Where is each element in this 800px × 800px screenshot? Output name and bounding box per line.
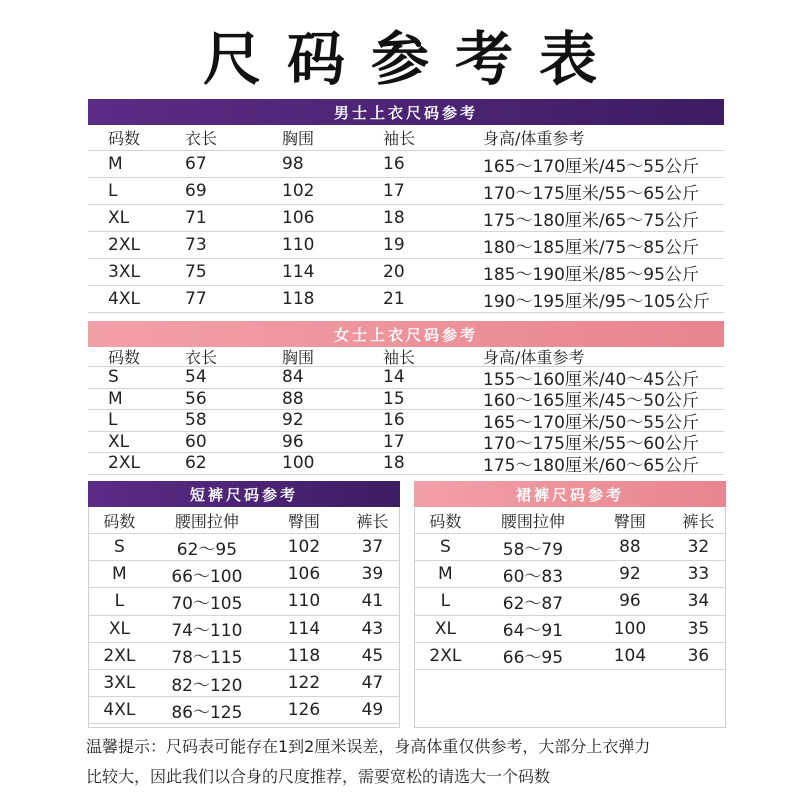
skirts-header-cell: 码数 (429, 512, 462, 531)
shorts-table-cell: 62～95 (176, 539, 238, 560)
men-table-row (88, 205, 724, 232)
women-table-cell: 100 (282, 453, 315, 474)
men-table-cell: 73 (185, 235, 207, 255)
shorts-table-cell: 39 (361, 564, 384, 585)
skirts-table-row (414, 534, 726, 561)
shorts-table-cell: 2XL (103, 645, 136, 666)
men-table-row (88, 259, 724, 286)
shorts-table-cell: 37 (361, 537, 384, 558)
shorts-table-cell: 49 (361, 700, 384, 721)
shorts-header-cell: 腰围拉伸 (174, 512, 239, 531)
men-header-row (88, 125, 724, 151)
page-title: 尺码参考表 (202, 25, 623, 93)
skirts-table-cell: 64～91 (502, 621, 564, 642)
shorts-table-cell: 78～115 (171, 648, 243, 669)
women-table-cell: 60 (185, 431, 207, 452)
women-table-cell: 92 (282, 410, 304, 431)
skirts-table-cell: XL (434, 618, 456, 639)
women-table-cell: 62 (185, 453, 207, 474)
women-table-cell: 165～170厘米/50～55公斤 (483, 412, 699, 433)
shorts-table-cell: 102 (287, 537, 321, 558)
men-table-cell: 3XL (108, 262, 140, 282)
men-table-cell: 110 (282, 235, 315, 255)
women-table-cell: 56 (185, 388, 207, 409)
shorts-table-row (88, 643, 400, 670)
women-banner: 女士上衣尺码参考 (88, 321, 724, 347)
shorts-header-cell: 臀围 (287, 512, 320, 531)
men-table-cell: 69 (185, 181, 207, 201)
men-header-cell: 码数 (108, 129, 141, 148)
shorts-table-cell: 122 (287, 673, 321, 694)
shorts-header-cell: 裤长 (356, 512, 389, 531)
shorts-table-cell: XL (108, 618, 130, 639)
shorts-table-cell: 47 (361, 673, 384, 694)
shorts-table-cell: 118 (287, 645, 321, 666)
shorts-table-cell: 82～120 (171, 675, 243, 696)
shorts-banner: 短裤尺码参考 (88, 481, 400, 507)
men-header-cell: 胸围 (282, 129, 315, 148)
men-table-cell: 20 (383, 262, 405, 282)
shorts-table-cell: 43 (361, 618, 384, 639)
tips-note (86, 732, 726, 792)
shorts-table-cell: 114 (287, 618, 321, 639)
men-table-cell: XL (108, 208, 130, 228)
women-table-cell: 88 (282, 388, 304, 409)
shorts-table-row (88, 616, 400, 643)
shorts-table-cell: S (113, 537, 125, 558)
women-header-cell: 身高/体重参考 (483, 348, 585, 367)
women-table-cell: 18 (383, 453, 405, 474)
skirts-table-cell: 104 (613, 645, 647, 666)
women-header-cell: 码数 (108, 348, 141, 367)
shorts-table-row (88, 561, 400, 588)
skirts-table-cell: 88 (619, 537, 641, 558)
skirts-table-row (414, 561, 726, 588)
skirts-table-cell: 62～87 (502, 593, 564, 614)
women-table-cell: 84 (282, 367, 304, 388)
skirts-table-cell: 32 (687, 537, 710, 558)
skirts-table-cell: L (440, 591, 451, 612)
shorts-table-cell: 126 (287, 700, 321, 721)
men-table-cell: 19 (383, 235, 405, 255)
shorts-table-row (88, 534, 400, 561)
women-header-cell: 袖长 (383, 348, 416, 367)
men-table-cell: 18 (383, 208, 405, 228)
skirts-table-row (414, 588, 726, 615)
shorts-header-row (88, 508, 400, 534)
shorts-table-cell: 45 (361, 645, 384, 666)
skirts-table-cell: 92 (619, 564, 641, 585)
shorts-table-cell: 4XL (103, 700, 136, 721)
skirts-table-cell: 100 (613, 618, 647, 639)
skirts-table-row (414, 616, 726, 643)
shorts-table-cell: 74～110 (171, 621, 243, 642)
men-table-row (88, 232, 724, 259)
women-table-cell: 14 (383, 367, 405, 388)
skirts-table-cell: M (438, 564, 453, 585)
women-table-cell: 2XL (108, 453, 140, 474)
skirts-banner: 裙裤尺码参考 (414, 481, 726, 507)
men-table-cell: 98 (282, 154, 304, 174)
tips-line-2: 比较大，因此我们以合身的尺度推荐，需要宽松的请选大一个码数 (86, 767, 551, 786)
women-table-cell: 54 (185, 367, 207, 388)
women-header-cell: 胸围 (282, 348, 315, 367)
men-table-cell: 180～185厘米/75～85公斤 (483, 237, 699, 258)
shorts-table-cell: 66～100 (171, 566, 243, 587)
women-table-cell: 96 (282, 431, 304, 452)
shorts-table-row (88, 588, 400, 615)
women-table-cell: 16 (383, 410, 405, 431)
tips-line-1: 温馨提示：尺码表可能存在1到2厘米误差，身高体重仅供参考，大部分上衣弹力 (86, 737, 651, 756)
women-table-cell: S (108, 367, 119, 388)
shorts-header-cell: 码数 (103, 512, 136, 531)
men-banner: 男士上衣尺码参考 (88, 99, 724, 125)
men-table-cell: 190～195厘米/95～105公斤 (483, 291, 710, 312)
men-header-cell: 衣长 (185, 129, 218, 148)
skirts-table-cell: 36 (687, 645, 710, 666)
men-table-cell: 4XL (108, 289, 140, 309)
men-table-cell: 118 (282, 289, 315, 309)
men-header-cell: 身高/体重参考 (483, 129, 585, 148)
shorts-table-cell: 3XL (103, 673, 136, 694)
men-table-cell: 77 (185, 289, 207, 309)
skirts-header-cell: 臀围 (613, 512, 646, 531)
women-table-cell: 170～175厘米/55～60公斤 (483, 434, 699, 455)
skirts-table-cell: 60～83 (502, 566, 564, 587)
men-table-cell: M (108, 154, 123, 174)
skirts-table-cell: S (439, 537, 451, 558)
men-table-cell: 16 (383, 154, 405, 174)
men-table-cell: 185～190厘米/85～95公斤 (483, 264, 699, 285)
skirts-table-cell: 34 (687, 591, 710, 612)
women-table-cell: 17 (383, 431, 405, 452)
men-table-cell: 114 (282, 262, 315, 282)
women-table-cell: 160～165厘米/45～50公斤 (483, 391, 699, 412)
women-table-row (88, 453, 724, 475)
shorts-table-row (88, 697, 400, 724)
women-table-cell: M (108, 388, 123, 409)
shorts-table-cell: 41 (361, 591, 384, 612)
shorts-table-cell: L (114, 591, 125, 612)
men-table-cell: 17 (383, 181, 405, 201)
men-header-cell: 袖长 (383, 129, 416, 148)
shorts-table-cell: 110 (287, 591, 321, 612)
skirts-header-row (414, 508, 726, 534)
skirts-table-cell: 35 (687, 618, 710, 639)
men-table-cell: 170～175厘米/55～65公斤 (483, 183, 699, 204)
skirts-table-row (414, 643, 726, 670)
men-table-cell: 2XL (108, 235, 140, 255)
men-table-cell: 67 (185, 154, 207, 174)
women-table-cell: 175～180厘米/60～65公斤 (483, 455, 699, 476)
skirts-table-cell: 33 (687, 564, 710, 585)
skirts-header-cell: 腰围拉伸 (500, 512, 565, 531)
skirts-table-cell: 2XL (429, 645, 462, 666)
shorts-table-row (88, 670, 400, 697)
men-table-cell: 21 (383, 289, 405, 309)
shorts-table-cell: 106 (287, 564, 321, 585)
men-table-row (88, 286, 724, 313)
men-table-cell: 75 (185, 262, 207, 282)
skirts-table-cell: 58～79 (502, 539, 564, 560)
men-table-cell: 175～180厘米/65～75公斤 (483, 210, 699, 231)
men-table-row (88, 151, 724, 178)
women-table-cell: 155～160厘米/40～45公斤 (483, 369, 699, 390)
women-table-cell: XL (108, 431, 130, 452)
men-table-cell: 71 (185, 208, 207, 228)
men-table-row (88, 178, 724, 205)
men-table-cell: 165～170厘米/45～55公斤 (483, 156, 699, 177)
shorts-table-cell: 86～125 (171, 702, 243, 723)
women-table-cell: L (108, 410, 118, 431)
women-header-cell: 衣长 (185, 348, 218, 367)
skirts-header-cell: 裤长 (682, 512, 715, 531)
men-table-cell: 106 (282, 208, 315, 228)
shorts-table-cell: M (112, 564, 127, 585)
skirts-table-cell: 96 (619, 591, 641, 612)
women-table-cell: 58 (185, 410, 207, 431)
skirts-table-cell: 66～95 (502, 648, 564, 669)
shorts-table-cell: 70～105 (171, 593, 243, 614)
men-table-cell: L (108, 181, 118, 201)
men-table-cell: 102 (282, 181, 315, 201)
women-table-cell: 15 (383, 388, 405, 409)
